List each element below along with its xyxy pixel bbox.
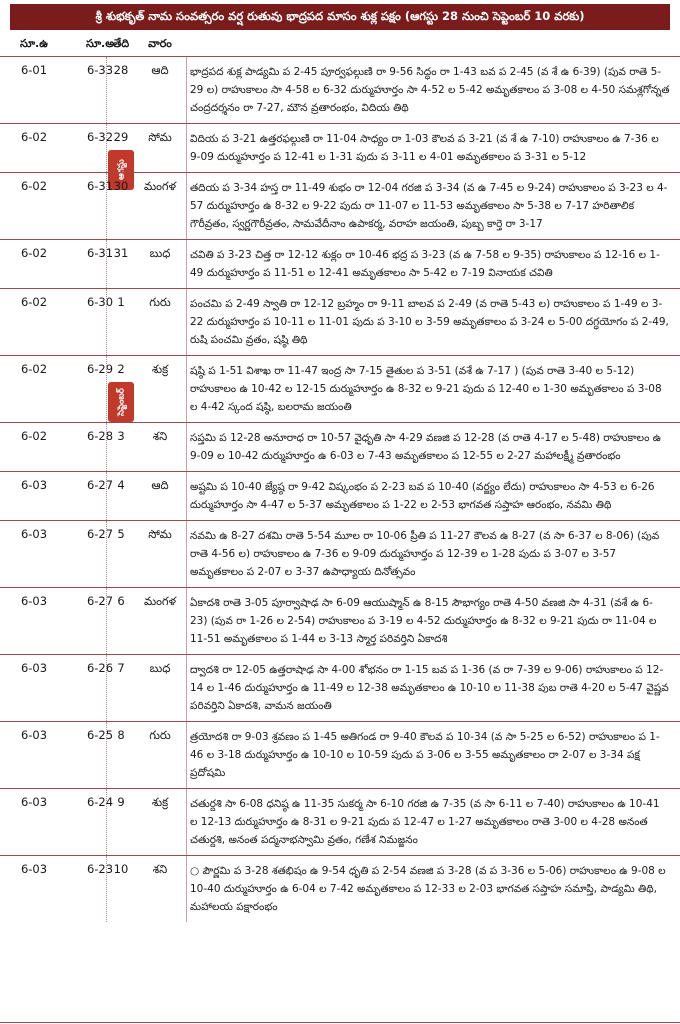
date-cell: 2 (117, 362, 125, 376)
date-cell: 4 (117, 478, 125, 492)
sunset-cell: 6-27 (86, 594, 114, 608)
day-details: నవమి ఉ 8-27 దశమి రాతె 5-54 మూల రా 10-06 ప్రీతి ప 11-27 కౌలవ ఉ 8-27 (వ సా 6-37 ల 8-06) (పువ రాతె 4-56 ల) రాహుకాలం ఉ 7-36 ల 9-09 దుర్ముహూర్తం ప 12-39 ల 1-28 పుదు ప 3-07 ల 3-57 అమృతకాలం ప 2-07 ల 3-37 ఉపాధ్యాయ దినోత్సవం (190, 530, 660, 578)
day-details: భాద్రపద శుక్ల పాడ్యమి ప 2-45 పూర్వఫల్గుణి రా 9-56 సిద్ధం రా 1-43 బవ ప 2-45 (వ శే ఉ 6-39) (పువ రాతె 5-29 ల) రాహుకాలం సా 4-58 ల 6-32 దుర్ముహూర్తం సా 4-52 ల 5-42 అమృతకాలం ప 3-08 ల 4-50 సమశ్లగోన్నత చంద్రదర్శనం రా 7-27, మౌన వ్రతారంభం, విదియ తిథి (190, 66, 670, 114)
table-row (0, 239, 680, 288)
weekday-cell: ఆది (151, 63, 169, 77)
sunrise-cell: 6-02 (20, 429, 48, 443)
day-details: షష్ఠి ప 1-51 విశాఖ రా 11-47 ఇంద్ర సా 7-15 తైతుల ప 3-51 (వశే ఉ 7-17 ) (పువ రాతె 3-40 ల 5-12) రాహుకాలం ఉ 10-42 ల 12-15 దుర్ముహూర్తం ఉ 8-32 ల 9-21 పుదు ప 12-40 ల 1-30 అమృతకాలం ప 3-08 ల 4-42 స్కంద షష్ఠి, బలరామ జయంతి (190, 365, 662, 413)
table-row (0, 422, 680, 471)
column-divider (186, 789, 187, 855)
date-cell: 10 (113, 862, 129, 876)
sunset-cell: 6-31 (86, 179, 114, 193)
column-divider (186, 472, 187, 520)
sunrise-cell: 6-03 (20, 862, 48, 876)
weekday-cell: బుధ (149, 661, 171, 675)
day-details: ○ పౌర్ణమి ప 3-28 శతభిషం ఉ 9-54 ధృతి ప 2-54 వణజి ప 3-28 (వ ప 3-36 ల 5-06) రాహుకాలం ఉ 9-08 ల 10-40 దుర్ముహూర్తం ఉ 6-04 ల 7-42 అమృతకాలం ప 12-33 ల 2-03 భాగవత సప్తాహ సమాప్తి, పాడ్యమి తిథి, మహాలయ పక్షారంభం (190, 865, 666, 913)
day-details: చతుర్దశి సా 6-08 ధనిష్ఠ ఉ 11-35 సుకర్మ సా 6-10 గరజి ఉ 7-35 (వ సా 6-11 ల 7-40) రాహుకాలం ఉ 10-41 ల 12-13 దుర్ముహూర్తం ఉ 8-31 ల 9-21 పుదు ప 12-47 ల 1-27 అమృతకాలం రాతె 3-00 ల 4-28 అనంత చతుర్దశి, అనంత పద్మనాభస్వామి వ్రతం, గణేశ నిమజ్జనం (190, 798, 660, 846)
column-divider (186, 289, 187, 355)
month-badge: సెప్టెంబర్ (108, 382, 134, 422)
date-cell: 31 (113, 246, 129, 260)
header-sunset: సూ.అ (85, 37, 115, 50)
column-divider (106, 588, 107, 654)
weekday-cell: శుక్ర (151, 795, 169, 809)
weekday-cell: సోమ (148, 527, 172, 541)
day-details: విదియ ప 3-21 ఉత్తరఫల్గుణి రా 11-04 సాధ్యం రా 1-03 కౌలవ ప 3-21 (వ శే ఉ 7-10) రాహుకాలం ఉ 7-36 ల 9-09 దుర్ముహూర్తం ప 12-41 ల 1-31 పుదు ప 3-11 ల 4-01 అమృతకాలం ప 3-31 ల 5-12 (190, 133, 659, 163)
table-row (0, 654, 680, 721)
sunset-cell: 6-32 (86, 130, 114, 144)
date-cell: 6 (117, 594, 125, 608)
weekday-cell: గురు (149, 728, 171, 742)
panchangam-title: శ్రీ శుభకృత్ నామ సంవత్సరం వర్ష రుతువు భాద్రపద మాసం శుక్ల పక్షం (ఆగస్టు 28 నుంచి సెప్టెంబర్ 10 వరకు) (10, 4, 670, 30)
sunrise-cell: 6-03 (20, 478, 48, 492)
day-details: అష్టమి ప 10-40 జ్యేష్ఠ రా 9-42 విష్కంభం ప 2-23 బవ ప 10-40 (వర్జ్యం లేదు) రాహుకాలం సా 4-53 ల 6-26 దుర్ముహూర్తం సా 4-47 ల 5-37 అమృతకాలం ప 1-22 ల 2-53 భాగవత సప్తాహ ఆరంభం, నవమి తిథి (190, 481, 655, 511)
column-divider (186, 356, 187, 422)
column-divider (106, 356, 107, 422)
column-divider (106, 789, 107, 855)
sunrise-cell: 6-03 (20, 527, 48, 541)
sunset-cell: 6-27 (86, 527, 114, 541)
sunset-cell: 6-25 (86, 728, 114, 742)
day-details: పంచమి ప 2-49 స్వాతి రా 12-12 బ్రహ్మం రా 9-11 బాలవ ప 2-49 (వ రాతె 5-43 ల) రాహుకాలం ప 1-49 ల 3-22 దుర్ముహూర్తం ప 10-11 ల 11-01 పుదు ప 3-10 ల 3-59 అమృతకాలం ప 3-24 ల 5-00 దగ్ధయోగం ప 2-49, రుషి పంచమి వ్రతం, షష్ఠి తిథి (190, 298, 669, 346)
weekday-cell: శని (152, 862, 168, 876)
weekday-cell: మంగళ (143, 179, 177, 193)
date-cell: 3 (117, 429, 125, 443)
date-cell: 28 (113, 63, 129, 77)
weekday-cell: మంగళ (143, 594, 177, 608)
column-divider (186, 240, 187, 288)
weekday-cell: బుధ (149, 246, 171, 260)
header-sunrise: సూ.ఉ (19, 37, 49, 50)
day-details: సప్తమి ప 12-28 అనూరాధ రా 10-57 వైధృతి సా 4-29 వణజి ప 12-28 (వ రాతె 4-17 ల 5-48) రాహుకాలం ఉ 9-09 ల 10-42 దుర్ముహూర్తం ఉ 6-03 ల 7-43 అమృతకాలం ప 12-55 ల 2-27 మహాలక్ష్మీ వ్రతారంభం (190, 432, 662, 462)
date-cell: 5 (117, 527, 125, 541)
column-divider (186, 423, 187, 471)
header-date: తేది (112, 37, 130, 50)
column-divider (186, 173, 187, 239)
table-row (0, 56, 680, 123)
month-badge: ఆగస్టు (108, 150, 134, 190)
sunrise-cell: 6-03 (20, 594, 48, 608)
date-cell: 29 (113, 130, 129, 144)
table-row (0, 471, 680, 520)
column-divider (186, 124, 187, 172)
sunset-cell: 6-26 (86, 661, 114, 675)
table-row (0, 721, 680, 788)
date-cell: 1 (117, 295, 125, 309)
column-divider (106, 423, 107, 471)
sunset-cell: 6-31 (86, 246, 114, 260)
day-details: తదియ ప 3-34 హస్త రా 11-49 శుభం రా 12-04 గరజి ప 3-34 (వ ఉ 7-45 ల 9-24) రాహుకాలం ప 3-23 ల 4-57 దుర్ముహూర్తం ఉ 8-32 ల 9-22 పుదు రా 11-07 ల 11-53 అమృతకాలం సా 5-38 ల 7-17 హరితాలిక గౌరీవ్రతం, స్వర్ణగౌరీవ్రతం, సామవేదీనాం ఉపాకర్మ, వరాహ జయంతి, పుబ్బ కార్తె రా 3-17 (190, 182, 668, 230)
column-divider (186, 856, 187, 922)
day-details: త్రయోదశి రా 9-03 శ్రవణం ప 1-45 అతిగండ రా 9-40 కౌలవ ప 10-34 (వ సా 5-25 ల 6-52) రాహుకాలం ప 1-46 ల 3-18 దుర్ముహూర్తం ఉ 10-10 ల 10-59 పుదు ప 3-06 ల 3-55 అమృతకాలం రా 2-07 ల 3-34 పక్ష ప్రదోషమి (190, 731, 660, 779)
sunrise-cell: 6-02 (20, 179, 48, 193)
day-details: చవితి ప 3-23 చిత్త రా 12-12 శుక్లం రా 10-46 భద్ర ప 3-23 (వ ఉ 7-58 ల 9-35) రాహుకాలం ప 12-16 ల 1-49 దుర్ముహూర్తం ప 11-51 ల 12-41 అమృతకాలం సా 5-42 ల 7-19 వినాయక చవితి (190, 249, 660, 279)
column-divider (186, 521, 187, 587)
weekday-cell: ఆది (151, 478, 169, 492)
weekday-cell: గురు (149, 295, 171, 309)
date-cell: 30 (113, 179, 129, 193)
column-divider (106, 722, 107, 788)
sunrise-cell: 6-02 (20, 362, 48, 376)
table-row (0, 123, 680, 181)
weekday-cell: సోమ (148, 130, 172, 144)
column-divider (106, 655, 107, 721)
column-divider (186, 57, 187, 123)
day-details: ఏకాదశి రాతె 3-05 పూర్వాషాఢ సా 6-09 ఆయుష్మాన్ ఉ 8-15 సౌభాగ్యం రాతె 4-50 వణజి సా 4-31 (వశే ఉ 6-23) (పువ రా 1-26 ల 2-54) రాహుకాలం ప 3-19 ల 4-52 దుర్ముహూర్తం ఉ 8-32 ల 9-21 పుదు రా 11-04 ల 11-51 అమృతకాలం ప 1-44 ల 3-13 స్మార్త పరివర్తిని ఏకాదశి (190, 597, 657, 645)
sunrise-cell: 6-03 (20, 661, 48, 675)
column-divider (106, 240, 107, 288)
column-divider (106, 521, 107, 587)
sunrise-cell: 6-01 (20, 63, 48, 77)
sunrise-cell: 6-02 (20, 295, 48, 309)
column-divider (186, 588, 187, 654)
table-row (0, 172, 680, 239)
sunset-cell: 6-29 (86, 362, 114, 376)
column-divider (106, 289, 107, 355)
sunset-cell: 6-24 (86, 795, 114, 809)
table-row (0, 587, 680, 654)
date-cell: 7 (117, 661, 125, 675)
day-details: ద్వాదశి రా 12-05 ఉత్తరాషాఢ సా 4-00 శోభనం రా 1-15 బవ ప 1-36 (వ రా 7-39 ల 9-06) రాహుకాలం ప 12-14 ల 1-46 దుర్ముహూర్తం ఉ 11-49 ల 12-38 అమృతకాలం ఉ 10-10 ల 11-38 పుబ రాతె 4-20 ల 5-47 వైష్ణవ పరివర్తిని ఏకాదశి, వామన జయంతి (190, 664, 669, 712)
header-weekday: వారం (148, 37, 172, 50)
sunset-cell: 6-28 (86, 429, 114, 443)
date-cell: 9 (117, 795, 125, 809)
sunset-cell: 6-30 (86, 295, 114, 309)
sunrise-cell: 6-03 (20, 795, 48, 809)
table-bottom-rule (0, 1022, 680, 1023)
sunset-cell: 6-27 (86, 478, 114, 492)
table-row (0, 855, 680, 922)
column-divider (106, 124, 107, 172)
column-divider (106, 173, 107, 239)
table-row (0, 520, 680, 587)
table-row (0, 288, 680, 355)
sunrise-cell: 6-02 (20, 246, 48, 260)
table-header (0, 34, 680, 56)
sunset-cell: 6-23 (86, 862, 114, 876)
column-divider (106, 472, 107, 520)
column-divider (106, 57, 107, 123)
sunrise-cell: 6-03 (20, 728, 48, 742)
table-row (0, 355, 680, 422)
weekday-cell: శని (152, 429, 168, 443)
column-divider (106, 856, 107, 922)
column-divider (186, 655, 187, 721)
table-row (0, 788, 680, 855)
weekday-cell: శుక్ర (151, 362, 169, 376)
column-divider (186, 722, 187, 788)
sunset-cell: 6-33 (86, 63, 114, 77)
date-cell: 8 (117, 728, 125, 742)
panchangam-table (0, 56, 680, 922)
sunrise-cell: 6-02 (20, 130, 48, 144)
